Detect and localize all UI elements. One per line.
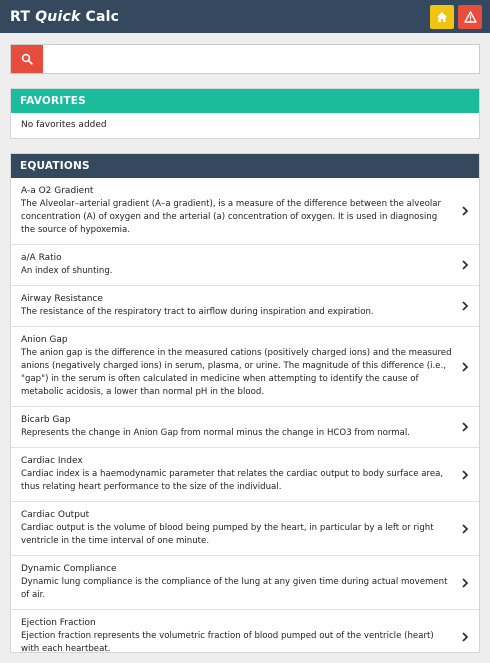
chevron-right-icon — [461, 260, 469, 270]
chevron-right-icon — [461, 578, 469, 588]
equation-description: Cardiac index is a haemodynamic parameter that relates the cardiac output to body surface area, thus relating heart performance to the size of the individual. — [21, 469, 444, 492]
equation-name: Cardiac Output — [21, 510, 90, 520]
app-title — [10, 9, 426, 25]
home-button[interactable] — [430, 5, 454, 29]
chevron-right-icon — [461, 362, 469, 372]
equation-name: Cardiac Index — [21, 456, 83, 466]
chevron-right-icon — [461, 301, 469, 311]
equation-item-a-a-o2-gradient[interactable] — [11, 178, 479, 244]
equation-item-cardiac-output[interactable] — [11, 501, 479, 555]
favorites-panel — [10, 88, 480, 139]
app-title-quick: Quick — [35, 8, 81, 25]
equation-name: Anion Gap — [21, 335, 68, 345]
equation-description: The resistance of the respiratory tract to airflow during inspiration and expiration. — [21, 307, 374, 317]
equation-name: A-a O2 Gradient — [21, 186, 94, 196]
search-bar — [10, 44, 480, 74]
equation-description: The Alveolar–arterial gradient (A–a gradient), is a measure of the difference between the alveolar concentration (A) of oxygen and the arterial (a) concentration of oxygen. It is used in diagnosing the source of hypoxemia. — [21, 199, 442, 235]
equation-description: An index of shunting. — [21, 266, 113, 276]
equation-item-dynamic-compliance[interactable] — [11, 555, 479, 609]
equation-description: Ejection fraction represents the volumetric fraction of blood pumped out of the ventricle (heart) with each heartbeat. — [21, 631, 434, 654]
equation-name: Dynamic Compliance — [21, 564, 117, 574]
equation-description: Cardiac output is the volume of blood being pumped by the heart, in particular by a left or right ventricle in the time interval of one minute. — [21, 523, 434, 546]
equation-name: Bicarb Gap — [21, 415, 71, 425]
favorites-empty-text: No favorites added — [21, 120, 107, 130]
app-title-prefix: RT — [10, 8, 31, 25]
equation-item-ejection-fraction[interactable] — [11, 609, 479, 663]
favorites-header: FAVORITES — [11, 89, 479, 113]
chevron-right-icon — [461, 206, 469, 216]
equations-header: EQUATIONS — [11, 154, 479, 178]
home-icon — [436, 11, 448, 23]
equation-name: Ejection Fraction — [21, 618, 96, 628]
equation-description: Dynamic lung compliance is the compliance of the lung at any given time during actual movement of air. — [21, 577, 448, 600]
equation-item-anion-gap[interactable] — [11, 326, 479, 406]
warning-icon — [464, 11, 477, 23]
equations-list — [11, 178, 479, 663]
app-title-suffix: Calc — [85, 8, 120, 25]
equation-description: Represents the change in Anion Gap from normal minus the change in HCO3 from normal. — [21, 428, 410, 438]
chevron-right-icon — [461, 524, 469, 534]
equation-description: The anion gap is the difference in the measured cations (positively charged ions) and the measured anions (negatively charged ions) in serum, plasma, or urine. The magnitude of this difference (i.e., "gap") in the serum is often calculated in medicine when attempting to identify the cause of metabolic acidosis, a lower than normal pH in the blood. — [21, 348, 452, 397]
equation-name: a/A Ratio — [21, 253, 62, 263]
equation-item-bicarb-gap[interactable] — [11, 406, 479, 447]
search-input[interactable] — [43, 45, 479, 73]
warning-button[interactable] — [458, 5, 482, 29]
top-bar — [0, 0, 490, 33]
equation-name: Airway Resistance — [21, 294, 103, 304]
equations-panel — [10, 153, 480, 653]
chevron-right-icon — [461, 632, 469, 642]
equation-item-cardiac-index[interactable] — [11, 447, 479, 501]
equation-item-a-a-ratio[interactable] — [11, 244, 479, 285]
chevron-right-icon — [461, 422, 469, 432]
search-button[interactable] — [11, 45, 43, 73]
search-icon — [21, 53, 33, 65]
equation-item-airway-resistance[interactable] — [11, 285, 479, 326]
chevron-right-icon — [461, 470, 469, 480]
